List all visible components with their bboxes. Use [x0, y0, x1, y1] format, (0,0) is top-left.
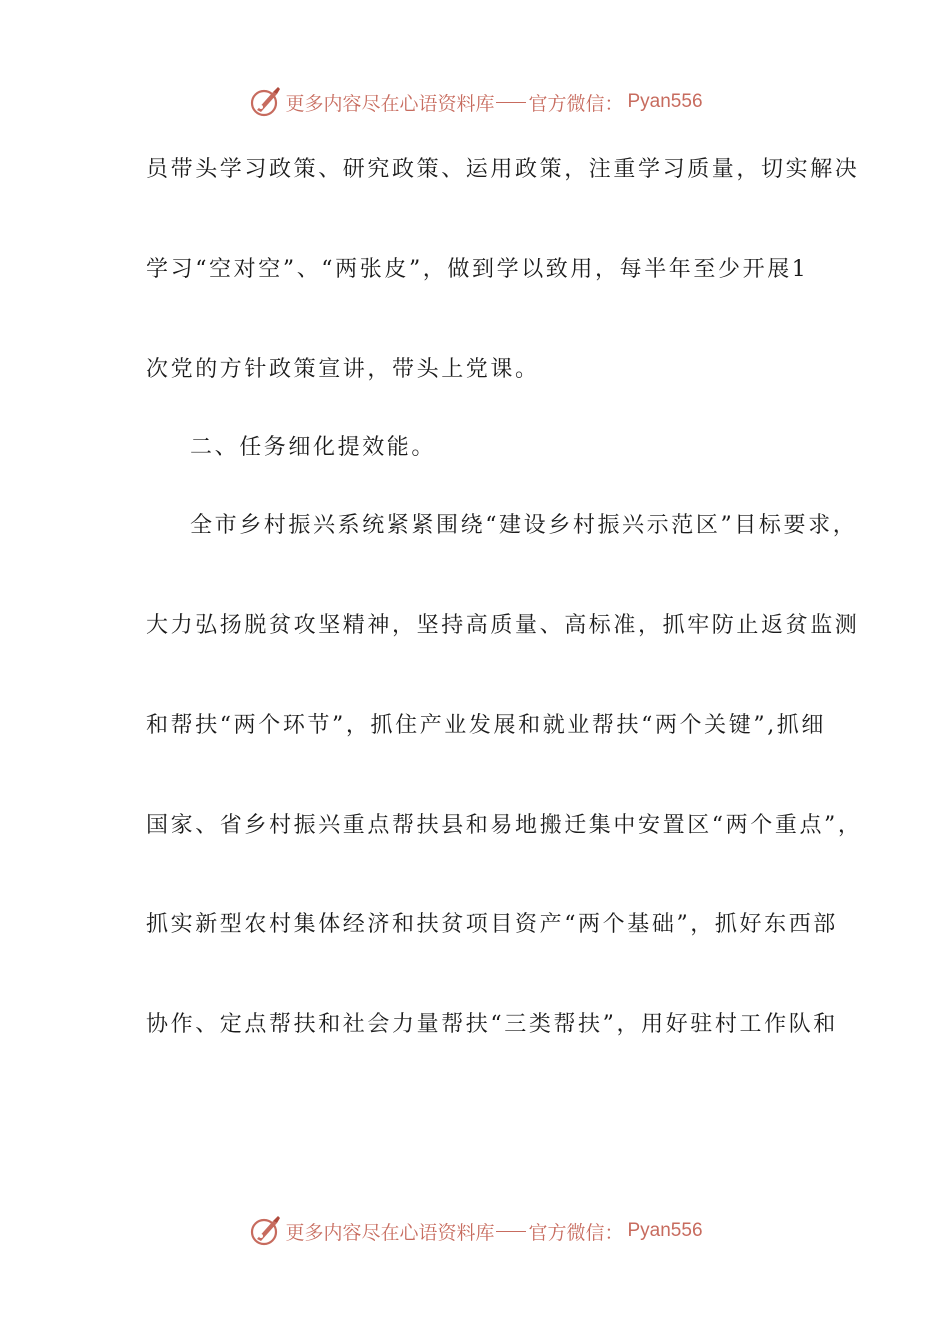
- body-line: 协作、定点帮扶和社会力量帮扶“三类帮扶”，用好驻村工作队和: [146, 1012, 838, 1037]
- banner-text: 更多内容尽在心语资料库: [285, 1221, 495, 1244]
- section-heading: 二、任务细化提效能。: [190, 435, 437, 460]
- footer-banner: [0, 1211, 950, 1251]
- body-line: 员带头学习政策、研究政策、运用政策，注重学习质量，切实解决: [146, 157, 860, 182]
- header-banner: [0, 82, 950, 122]
- banner-text: 更多内容尽在心语资料库: [285, 92, 495, 115]
- body-line: 国家、省乡村振兴重点帮扶县和易地搬迁集中安置区“两个重点”，: [146, 813, 863, 838]
- body-line: 和帮扶“两个环节”，抓住产业发展和就业帮扶“两个关键”,抓细: [146, 713, 826, 738]
- body-line: 学习“空对空”、“两张皮”，做到学以致用，每半年至少开展1: [146, 257, 809, 282]
- banner-label: 官方微信：: [528, 92, 624, 115]
- banner-divider: [496, 102, 526, 103]
- banner-label: 官方微信：: [528, 1221, 624, 1244]
- body-line: 全市乡村振兴系统紧紧围绕“建设乡村振兴示范区”目标要求，: [190, 513, 858, 538]
- body-line: 次党的方针政策宣讲，带头上党课。: [146, 357, 540, 382]
- banner-wechat-id: Pyan556: [627, 91, 703, 112]
- banner-wechat-id: Pyan556: [627, 1220, 703, 1241]
- pen-logo-icon: [247, 1213, 283, 1249]
- banner-divider: [496, 1231, 526, 1232]
- body-line: 大力弘扬脱贫攻坚精神，坚持高质量、高标准，抓牢防止返贫监测: [146, 613, 860, 638]
- body-line: 抓实新型农村集体经济和扶贫项目资产“两个基础”，抓好东西部: [146, 912, 838, 937]
- pen-logo-icon: [247, 84, 283, 120]
